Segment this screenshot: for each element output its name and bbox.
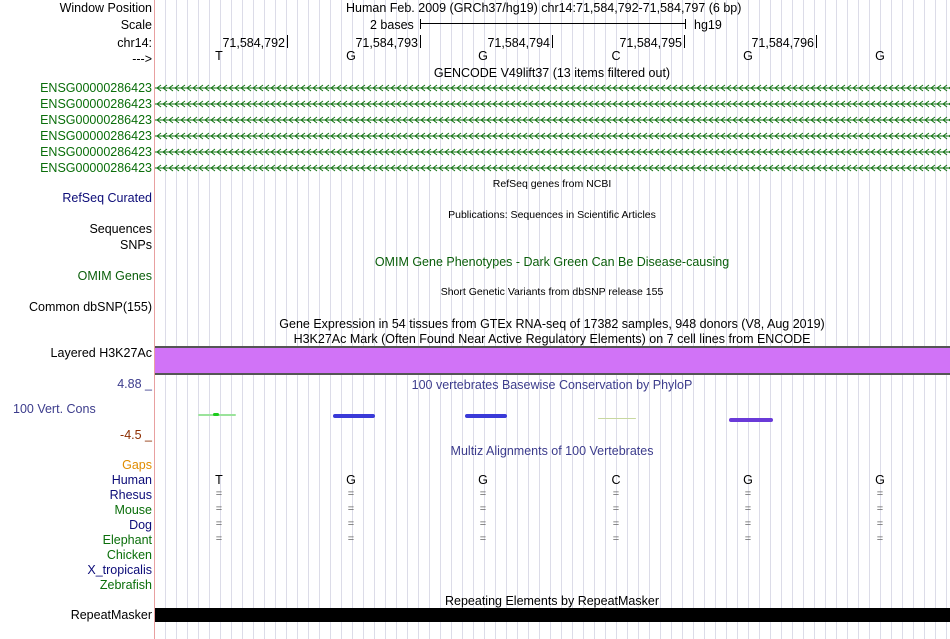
base-letter: G bbox=[743, 49, 753, 63]
gencode-item-label[interactable]: ENSG00000286423 bbox=[40, 161, 152, 175]
conservation-label[interactable]: 100 Vert. Cons bbox=[13, 402, 96, 416]
cons-mark bbox=[333, 414, 375, 418]
species-label-dog[interactable]: Dog bbox=[129, 518, 152, 532]
alignment-match: = bbox=[479, 533, 487, 545]
repeatmasker-label[interactable]: RepeatMasker bbox=[70, 608, 152, 622]
alignment-match: = bbox=[876, 503, 884, 515]
scale-bar bbox=[420, 19, 686, 29]
alignment-match: = bbox=[876, 518, 884, 530]
h3k27ac-track-title[interactable]: H3K27Ac Mark (Often Found Near Active Regulatory Elements) on 7 cell lines from ENCODE bbox=[293, 332, 811, 346]
grid-line bbox=[913, 0, 914, 639]
gencode-item-label[interactable]: ENSG00000286423 bbox=[40, 145, 152, 159]
refseq-track-title[interactable]: RefSeq genes from NCBI bbox=[492, 178, 612, 190]
sequences-label[interactable]: Sequences bbox=[89, 222, 152, 236]
alignment-match: = bbox=[744, 533, 752, 545]
coordinate-label: 71,584,792 bbox=[222, 36, 285, 50]
common-dbsnp-label[interactable]: Common dbSNP(155) bbox=[29, 300, 152, 314]
species-label-elephant[interactable]: Elephant bbox=[102, 533, 152, 547]
species-label-rhesus[interactable]: Rhesus bbox=[109, 488, 152, 502]
alignment-match: = bbox=[876, 533, 884, 545]
grid-line bbox=[187, 0, 188, 639]
grid-line bbox=[264, 0, 265, 639]
window-position-label: Window Position bbox=[59, 1, 152, 15]
grid-line bbox=[242, 0, 243, 639]
alignment-match: = bbox=[215, 488, 223, 500]
human-base-letter: G bbox=[875, 473, 885, 487]
multiz-track-title[interactable]: Multiz Alignments of 100 Vertebrates bbox=[450, 444, 654, 458]
grid-line bbox=[946, 0, 947, 639]
alignment-match: = bbox=[744, 488, 752, 500]
alignment-match: = bbox=[347, 518, 355, 530]
grid-line bbox=[902, 0, 903, 639]
gencode-item-label[interactable]: ENSG00000286423 bbox=[40, 97, 152, 111]
grid-line bbox=[836, 0, 837, 639]
snps-label[interactable]: SNPs bbox=[120, 238, 152, 252]
cons-mark bbox=[465, 414, 507, 418]
human-base-letter: G bbox=[478, 473, 488, 487]
left-margin-divider bbox=[154, 0, 155, 639]
alignment-match: = bbox=[215, 503, 223, 515]
base-letter: G bbox=[875, 49, 885, 63]
alignment-match: = bbox=[479, 488, 487, 500]
omim-genes-label[interactable]: OMIM Genes bbox=[77, 269, 152, 283]
coordinate-label: 71,584,795 bbox=[619, 36, 682, 50]
grid-line bbox=[231, 0, 232, 639]
gencode-item-track[interactable] bbox=[155, 162, 950, 174]
species-label-zebrafish[interactable]: Zebrafish bbox=[99, 578, 152, 592]
cons-mark bbox=[729, 418, 773, 422]
coordinate-tick bbox=[552, 35, 553, 48]
grid-line bbox=[176, 0, 177, 639]
gaps-label[interactable]: Gaps bbox=[122, 458, 152, 472]
human-base-letter: C bbox=[611, 473, 621, 487]
alignment-match: = bbox=[876, 488, 884, 500]
base-letter: G bbox=[478, 49, 488, 63]
grid-line bbox=[209, 0, 210, 639]
alignment-match: = bbox=[612, 488, 620, 500]
repeatmasker-bar[interactable] bbox=[155, 608, 950, 622]
dbsnp-track-title[interactable]: Short Genetic Variants from dbSNP release 155 bbox=[440, 286, 664, 298]
coordinate-label: 71,584,794 bbox=[487, 36, 550, 50]
base-letter: G bbox=[346, 49, 356, 63]
alignment-match: = bbox=[744, 518, 752, 530]
alignment-match: = bbox=[744, 503, 752, 515]
alignment-match: = bbox=[612, 518, 620, 530]
alignment-match: = bbox=[612, 533, 620, 545]
alignment-match: = bbox=[479, 518, 487, 530]
coordinate-tick bbox=[684, 35, 685, 48]
alignment-match: = bbox=[612, 503, 620, 515]
conservation-track-title[interactable]: 100 vertebrates Basewise Conservation by PhyloP bbox=[411, 378, 693, 392]
grid-line bbox=[891, 0, 892, 639]
gencode-item-label[interactable]: ENSG00000286423 bbox=[40, 113, 152, 127]
strand-label: ---> bbox=[132, 52, 152, 66]
omim-track-title[interactable]: OMIM Gene Phenotypes - Dark Green Can Be Disease-causing bbox=[374, 255, 730, 269]
conservation-max-value: 4.88 _ bbox=[117, 377, 152, 391]
grid-line bbox=[924, 0, 925, 639]
species-label-human[interactable]: Human bbox=[111, 473, 152, 487]
repeatmasker-track-title[interactable]: Repeating Elements by RepeatMasker bbox=[444, 594, 660, 608]
human-base-letter: T bbox=[215, 473, 223, 487]
base-letter: T bbox=[215, 49, 223, 63]
alignment-match: = bbox=[347, 488, 355, 500]
grid-line bbox=[198, 0, 199, 639]
coordinate-label: 71,584,793 bbox=[355, 36, 418, 50]
coordinate-tick bbox=[420, 35, 421, 48]
species-label-mouse[interactable]: Mouse bbox=[114, 503, 152, 517]
chrom-label: chr14: bbox=[117, 36, 152, 50]
gencode-item-track[interactable] bbox=[155, 98, 950, 110]
coordinate-tick bbox=[816, 35, 817, 48]
species-label-chicken[interactable]: Chicken bbox=[106, 548, 152, 562]
gencode-item-track[interactable] bbox=[155, 146, 950, 158]
grid-line bbox=[165, 0, 166, 639]
grid-line bbox=[253, 0, 254, 639]
conservation-min-value: -4.5 _ bbox=[120, 428, 152, 442]
grid-line bbox=[847, 0, 848, 639]
scale-assembly: hg19 bbox=[694, 18, 722, 32]
gencode-track-title[interactable]: GENCODE V49lift37 (13 items filtered out) bbox=[433, 66, 671, 80]
alignment-match: = bbox=[347, 503, 355, 515]
refseq-curated-label[interactable]: RefSeq Curated bbox=[62, 191, 152, 205]
human-base-letter: G bbox=[346, 473, 356, 487]
cons-mark bbox=[213, 413, 219, 416]
cons-mark bbox=[598, 418, 636, 419]
h3k27ac-signal-bar[interactable] bbox=[155, 346, 950, 375]
gencode-item-track[interactable] bbox=[155, 130, 950, 142]
publications-track-title[interactable]: Publications: Sequences in Scientific Articles bbox=[448, 209, 656, 221]
grid-line bbox=[935, 0, 936, 639]
species-label-x_tropicalis[interactable]: X_tropicalis bbox=[87, 563, 152, 577]
base-letter: C bbox=[611, 49, 621, 63]
scale-value: 2 bases bbox=[370, 18, 414, 32]
window-position-value[interactable]: Human Feb. 2009 (GRCh37/hg19) chr14:71,584,792-71,584,797 (6 bp) bbox=[346, 1, 742, 15]
alignment-match: = bbox=[347, 533, 355, 545]
alignment-match: = bbox=[215, 533, 223, 545]
gencode-item-label[interactable]: ENSG00000286423 bbox=[40, 81, 152, 95]
human-base-letter: G bbox=[743, 473, 753, 487]
gencode-item-track[interactable] bbox=[155, 114, 950, 126]
gencode-item-track[interactable] bbox=[155, 82, 950, 94]
alignment-match: = bbox=[479, 503, 487, 515]
scale-label: Scale bbox=[120, 18, 152, 32]
gencode-item-label[interactable]: ENSG00000286423 bbox=[40, 129, 152, 143]
grid-line bbox=[858, 0, 859, 639]
grid-line bbox=[275, 0, 276, 639]
grid-line bbox=[869, 0, 870, 639]
alignment-match: = bbox=[215, 518, 223, 530]
coordinate-tick bbox=[287, 35, 288, 48]
gtex-track-title[interactable]: Gene Expression in 54 tissues from GTEx RNA-seq of 17382 samples, 948 donors (V8, Aug 2019) bbox=[279, 317, 825, 331]
grid-line bbox=[825, 0, 826, 639]
layered-h3k27ac-label[interactable]: Layered H3K27Ac bbox=[50, 346, 152, 360]
coordinate-label: 71,584,796 bbox=[751, 36, 814, 50]
